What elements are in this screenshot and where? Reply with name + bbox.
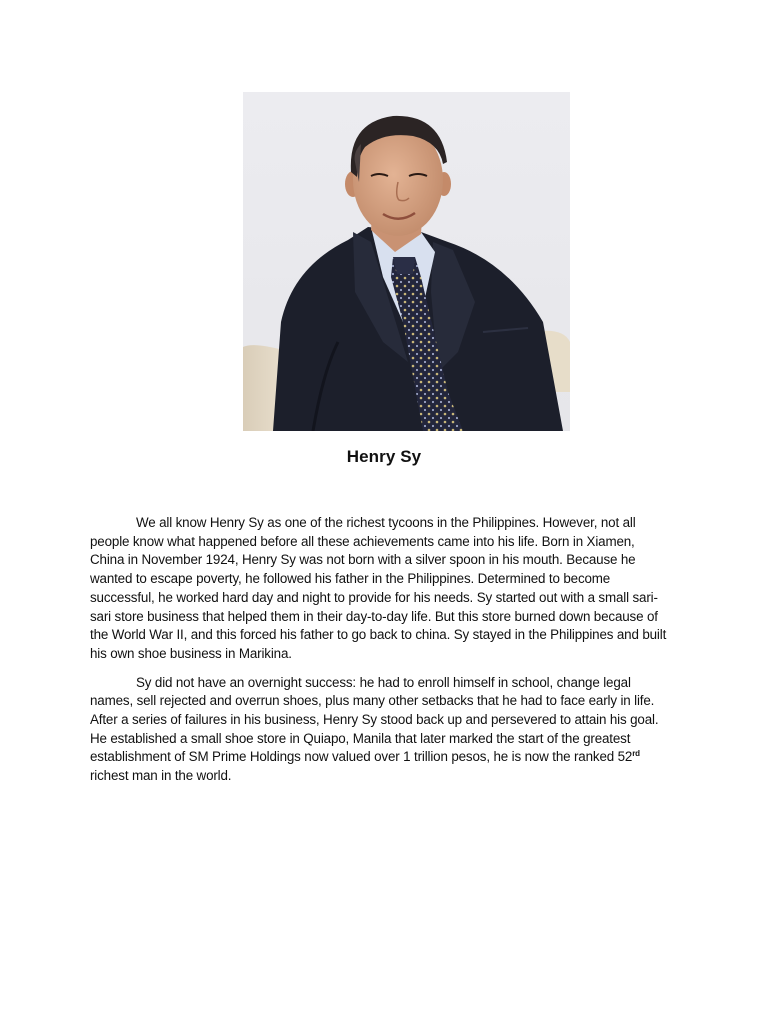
- paragraph-2: [90, 674, 670, 786]
- paragraph-2-closing: richest man in the world.: [90, 768, 232, 784]
- paragraph-2-text: Sy did not have an overnight success: he had to enroll himself in school, change legal names, sell rejected and overrun shoes, plus many other setbacks that he had to face early in life. After a series of failures in his business, Henry Sy stood back up and persevered to attain his goal. He established a small shoe store in Quiapo, Manila that later marked the start of the greatest establishment of SM Prime Holdings now valued over 1 trillion pesos, he is now the ranked 52: [90, 674, 659, 765]
- document-body: [90, 514, 670, 796]
- paragraph-1: We all know Henry Sy as one of the richest tycoons in the Philippines. However, not all people know what happened before all these achievements came into his life. Born in Xiamen, China in November 1924, Henry Sy was not born with a silver spoon in his mouth. Because he wanted to escape poverty, he followed his father in the Philippines. Determined to become successful, he worked hard day and night to provide for his needs. Sy started out with a small sari-sari store business that helped them in their day-to-day life. But this store burned down because of the World War II, and this forced his father to go back to china. Sy stayed in the Philippines and built his own shoe business in Marikina.: [90, 515, 667, 661]
- document-title: Henry Sy: [346, 447, 422, 466]
- rank-suffix: rd: [632, 749, 640, 759]
- portrait-photo: [243, 92, 570, 431]
